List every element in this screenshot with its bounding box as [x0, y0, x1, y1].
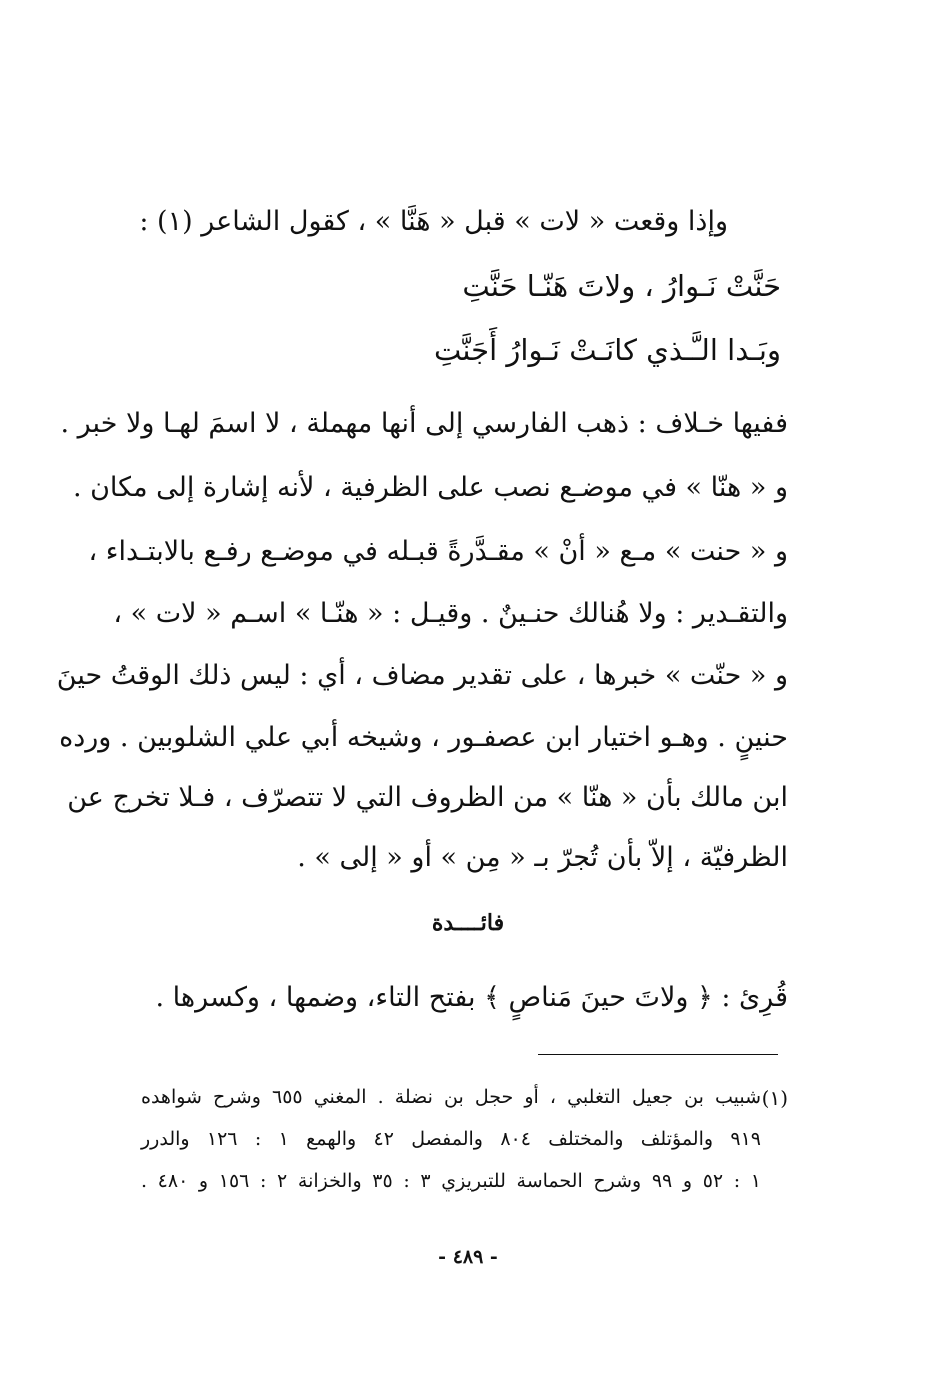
body-line-7: ابن مالك بأن « هنّا » من الظروف التي لا تتصرّف ، فـلا تخرج عن [67, 782, 788, 813]
verse-line-2: وبَـدا الـَّـذي كانَـتْ نَـوارُ أَجَنَّتِ [433, 333, 781, 367]
footnote-line-3: ١ : ٥٢ و ٩٩ وشرح الحماسة للتبريزي ٣ : ٣٥ والخزانة ٢ : ١٥٦ و ٤٨٠ . [141, 1170, 761, 1192]
body-line-2: و « هنّا » في موضـع نصب على الظرفية ، لأنه إشارة إلى مكان . [72, 472, 788, 503]
body-line-8: الظرفيّة ، إلاّ بأن تُجرّ بـ « مِن » أو « إلى » . [297, 842, 788, 873]
body-line-5: و « حنّت » خبرها ، على تقدير مضاف ، أي : ليس ذلك الوقتُ حينَ [56, 660, 788, 691]
footnote-line-2: ٩١٩ والمؤتلف والمختلف ٨٠٤ والمفصل ٤٢ والهمع ١ : ١٢٦ والدرر [141, 1128, 761, 1150]
body-line-3: و « حنت » مـع « أنْ » مقـدَّرةً قبـله في موضـع رفـع بالابتـداء ، [88, 536, 788, 567]
footnote-divider [538, 1054, 778, 1055]
section-heading: فائــــدة [431, 910, 505, 936]
note-line: قُرِئ : ﴿ ولاتَ حينَ مَناصٍ ﴾ بفتح التاء، وضمها ، وكسرها . [155, 982, 788, 1013]
footnote-line-1: شبيب بن جعيل التغلبي ، أو حجل بن نضلة . المغني ٦٥٥ وشرح شواهده [141, 1086, 761, 1108]
verse-line-1: حَنَّتْ نَـوارُ ، ولاتَ هَنّـا حَنَّتِ [462, 269, 781, 303]
page-number: - ٤٨٩ - [438, 1246, 498, 1268]
footnote-number: (١) [761, 1086, 788, 1110]
body-line-4: والتقـدير : ولا هُنالك حنـينٌ . وقيـل : « هنّـا » اسـم « لات » ، [113, 598, 788, 629]
body-line-6: حنينٍ . وهـو اختيار ابن عصفـور ، وشيخه أبي علي الشلوبين . ورده [59, 722, 788, 753]
intro-line: وإذا وقعت « لات » قبل « هَنَّا » ، كقول الشاعر (١) : [139, 206, 728, 237]
body-line-1: ففيها خـلاف : ذهب الفارسي إلى أنها مهملة ، لا اسمَ لهـا ولا خبر . [60, 408, 788, 439]
